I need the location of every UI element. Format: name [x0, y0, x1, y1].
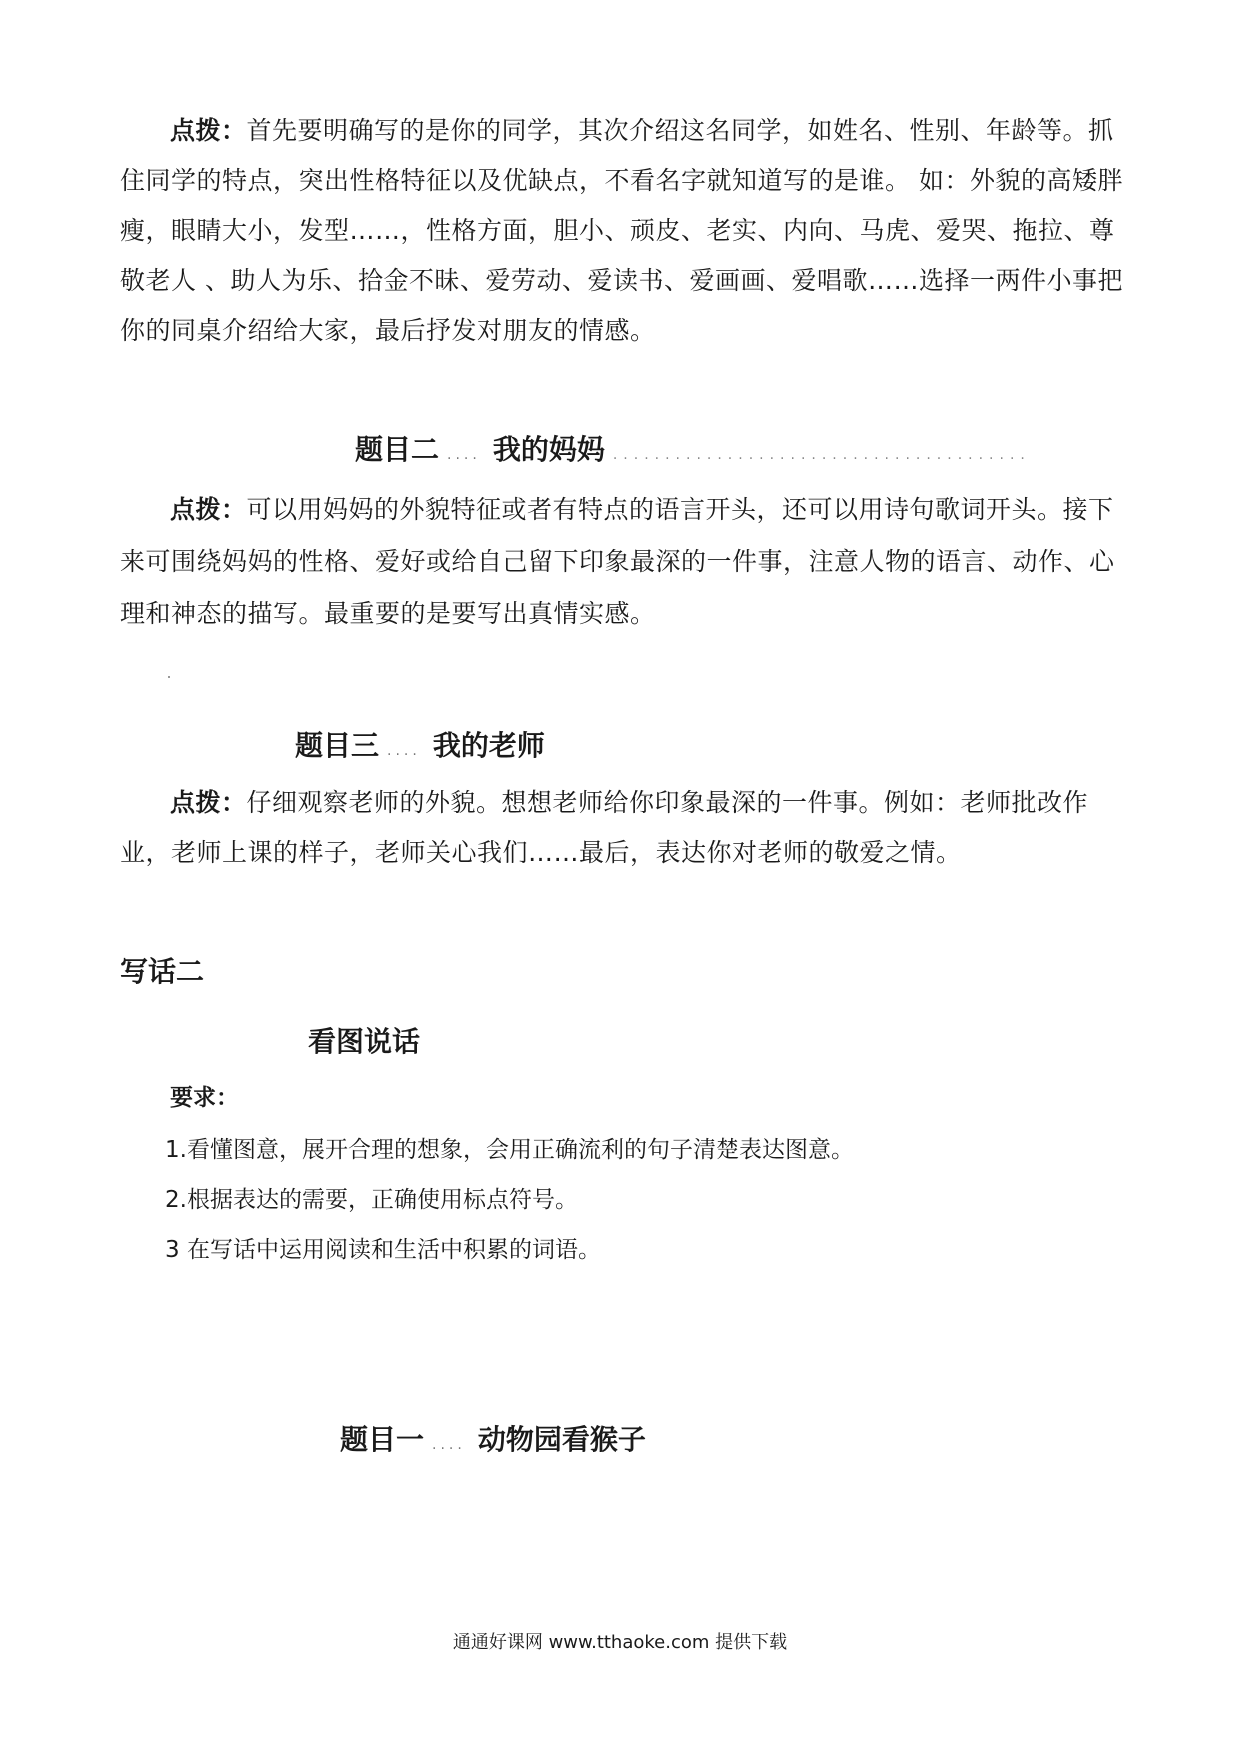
trailing-dots: ........................................	[612, 447, 1031, 463]
leader-dots: ....	[447, 447, 481, 463]
topic-label: 题目三	[295, 729, 380, 762]
topic-heading-3	[295, 726, 545, 771]
section-title: 写话二	[120, 955, 205, 988]
guidance-text: 仔细观察老师的外貌。想想老师给你印象最深的一件事。例如：老师批改作业，老师上课的样子，老师关心我们……最后，表达你对老师的敬爱之情。	[120, 788, 1089, 867]
topic-heading-2	[355, 430, 1031, 475]
stray-mark	[168, 676, 170, 678]
guidance-paragraph-3	[120, 778, 1130, 878]
topic-heading-1	[340, 1420, 646, 1465]
leader-dots: ....	[432, 1437, 466, 1453]
guidance-paragraph-1	[120, 106, 1130, 356]
guidance-lead: 点拨：	[170, 495, 247, 524]
section-subtitle: 看图说话	[308, 1025, 421, 1058]
guidance-text: 首先要明确写的是你的同学，其次介绍这名同学，如姓名、性别、年龄等。抓住同学的特点，突出性格特征以及优缺点，不看名字就知道写的是谁。 如：外貌的高矮胖瘦，眼睛大小，发型……，性格方面，胆小、顽皮、老实、内向、马虎、爱哭、拖拉、尊敬老人 、助人为乐、拾金不昧、爱劳动、爱读书、爱画画、爱唱歌……选择一两件小事把你的同桌介绍给大家，最后抒发对朋友的情感。	[120, 116, 1123, 345]
requirements-title: 要求：	[170, 1085, 239, 1111]
topic-label: 题目一	[340, 1423, 425, 1456]
topic-title: 我的妈妈	[492, 433, 605, 466]
topic-title: 动物园看猴子	[477, 1423, 646, 1456]
guidance-text: 可以用妈妈的外貌特征或者有特点的语言开头，还可以用诗句歌词开头。接下来可围绕妈妈的性格、爱好或给自己留下印象最深的一件事，注意人物的语言、动作、心理和神态的描写。最重要的是要写出真情实感。	[120, 495, 1115, 628]
requirement-item: 1.看懂图意，展开合理的想象，会用正确流利的句子清楚表达图意。	[165, 1137, 854, 1163]
page-footer: 通通好课网 www.tthaoke.com 提供下载	[452, 1632, 788, 1653]
leader-dots: ....	[387, 743, 421, 759]
topic-label: 题目二	[355, 433, 440, 466]
requirement-item: 2.根据表达的需要，正确使用标点符号。	[165, 1187, 578, 1213]
guidance-lead: 点拨：	[170, 116, 247, 145]
guidance-paragraph-2	[120, 484, 1130, 640]
requirement-item: 3 在写话中运用阅读和生活中积累的词语。	[165, 1237, 601, 1263]
guidance-lead: 点拨：	[170, 788, 247, 817]
topic-title: 我的老师	[432, 729, 545, 762]
